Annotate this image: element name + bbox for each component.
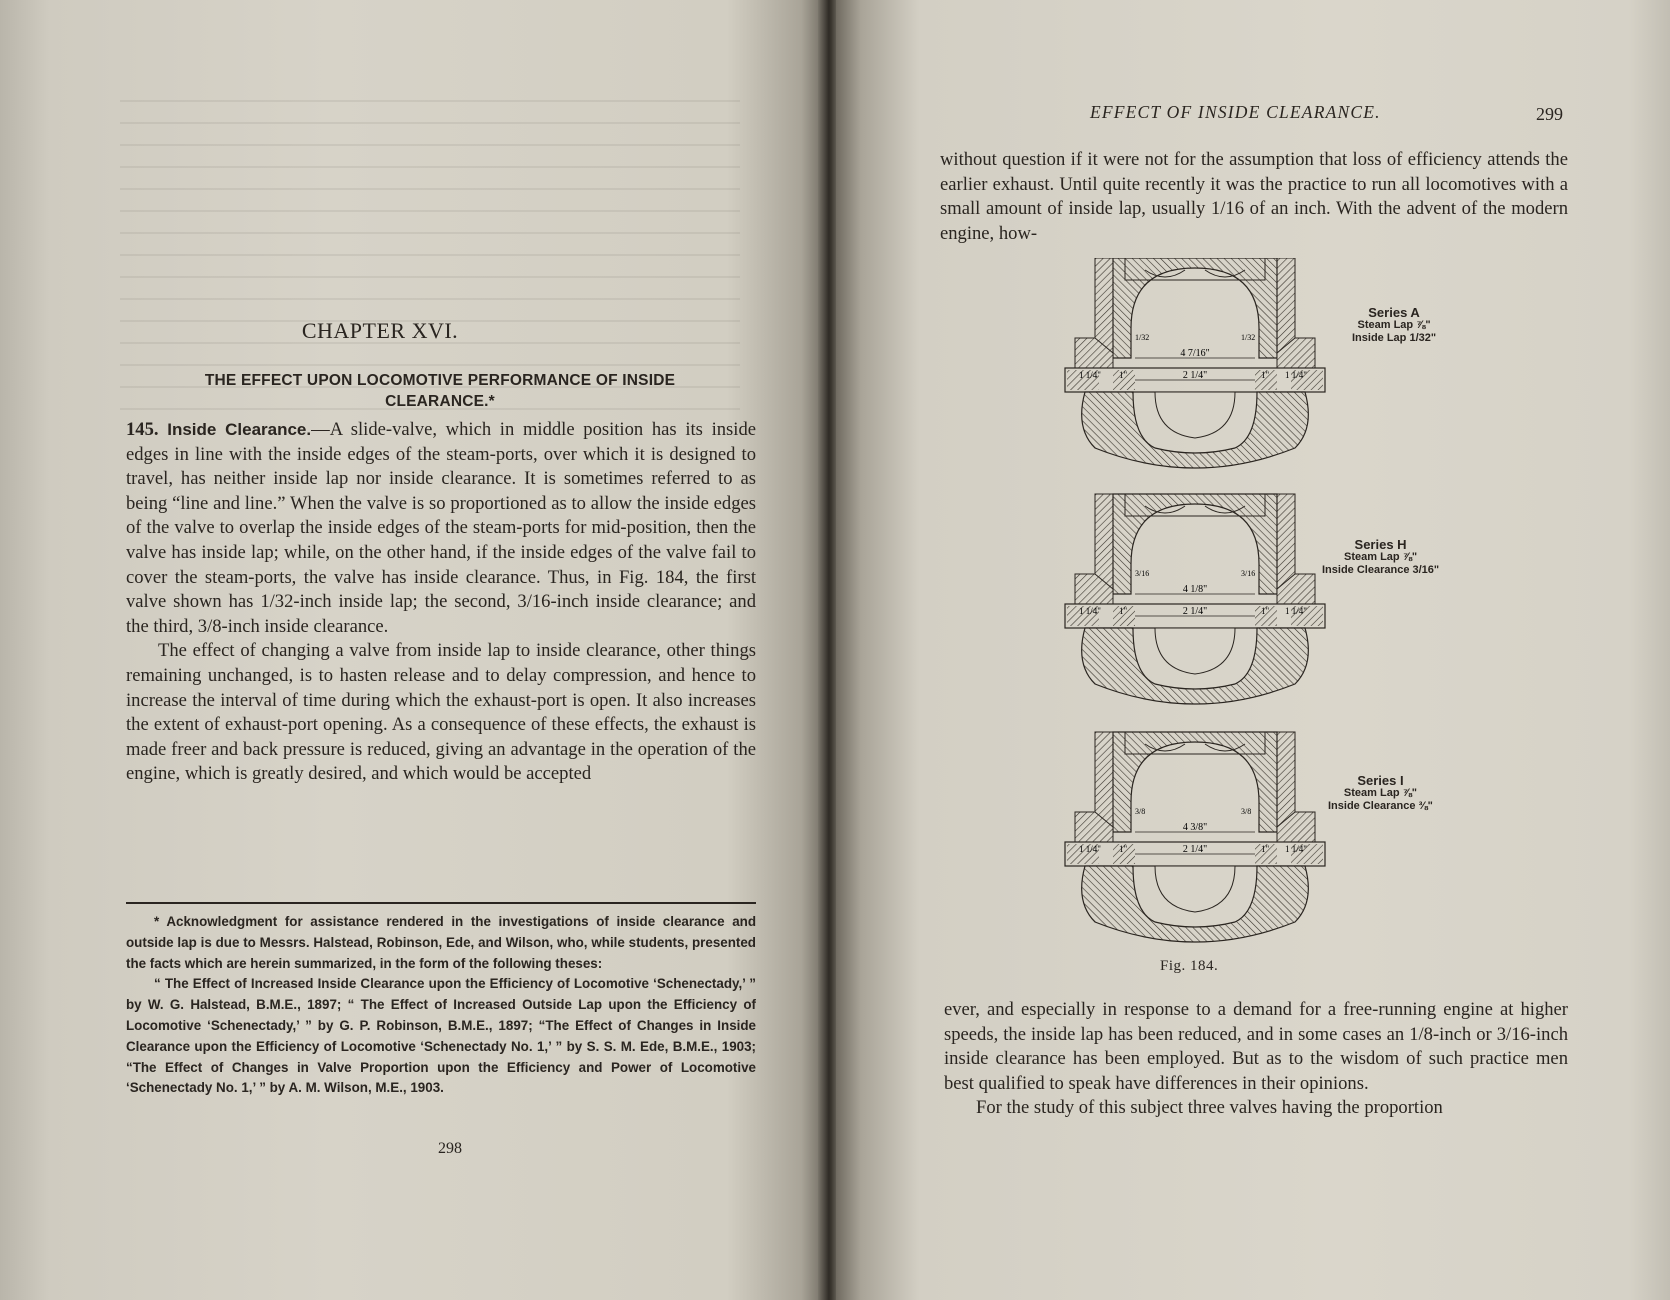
figure-caption: Fig. 184.: [1160, 958, 1219, 974]
paragraph-however: ever, and especially in response to a demand for a free-running engine at higher speeds, the inside lap has been reduced, and in some cases an 1/8-inch or 3/16-inch inside clearance has been employed. But as to the wisdom of such practice men best qualified to speak have differences in their opinions.: [944, 999, 1568, 1094]
dim-i-right-port: 1 1/4": [1285, 844, 1307, 854]
dim-a-right-bridge: 1": [1261, 370, 1270, 380]
dim-h-right-bridge: 1": [1261, 606, 1270, 616]
chapter-heading: CHAPTER XVI.: [301, 318, 459, 343]
series-h-steam-lap: Steam Lap ⅞": [1344, 551, 1418, 563]
section-number: 145.: [126, 419, 159, 440]
page-number-right: 299: [1536, 104, 1563, 124]
dim-i-left-small: 3/8: [1135, 807, 1146, 816]
valve-diagrams: [1045, 258, 1405, 958]
dim-i-left-bridge: 1": [1119, 844, 1128, 854]
dim-h-top: 4 1/8": [1182, 584, 1208, 595]
left-page: [0, 0, 826, 1300]
section-title: Inside Clearance.: [167, 420, 312, 439]
dim-h-left-port: 1 1/4": [1079, 606, 1101, 616]
dim-h-right-port: 1 1/4": [1285, 606, 1307, 616]
dim-h-left-bridge: 1": [1119, 606, 1128, 616]
series-h-label: [1322, 538, 1439, 577]
paragraph-study: For the study of this subject three valves having the proportion: [976, 1097, 1443, 1119]
series-i-steam-lap: Steam Lap ⅞": [1343, 787, 1417, 799]
dim-a-right-port: 1 1/4": [1285, 370, 1307, 380]
series-h-inside: Inside Clearance 3/16": [1322, 564, 1440, 576]
valve-series-h: [1065, 494, 1325, 704]
running-head: EFFECT OF INSIDE CLEARANCE.: [1090, 102, 1381, 122]
paragraph-effect: The effect of changing a valve from inside lap to inside clearance, other things remaining unchanged, is to hasten release and to delay compression, and hence to increase the interval of time during which the exhaust-port is open. It also increases the extent of exhaust-port opening. As a consequence of these effects, the exhaust is made freer and back pressure is reduced, giving an advantage in the operation of the engine, which is greatly desired, and which would be accepted: [126, 640, 756, 785]
series-i-inside: Inside Clearance ⅜": [1328, 800, 1433, 812]
series-a-inside: Inside Lap 1/32": [1352, 332, 1437, 344]
dim-h-left-small: 3/16: [1135, 569, 1150, 578]
footnote-theses: “ The Effect of Increased Inside Clearance upon the Efficiency of Locomotive ‘Schenectady,’ ” by W. G. Halstead, B.M.E., 1897; “ The Effect of Increased Outside Lap upon the Efficiency of Locomotive ‘Schenectady,’ ” by G. P. Robinson, B.M.E., 1897; “The Effect of Changes in Inside Clearance upon the Efficiency of Locomotive ‘Schenectady No. 1,’ ” by S. S. M. Ede, B.M.E., 1903; “The Effect of Changes in Valve Proportion upon the Efficiency and Power of Locomotive ‘Schenectady No. 1,’ ” by A. M. Wilson, M.E., 1903.: [126, 976, 756, 1096]
figure-184: [1045, 258, 1405, 958]
valve-series-i: [1065, 732, 1325, 942]
footnote-acknowledgment: * Acknowledgment for assistance rendered in the investigations of inside clearance and outside lap is due to Messrs. Halstead, Robinson, Ede, and Wilson, who, while students, presented the facts which are herein summarized, in the form of the following theses:: [126, 914, 756, 971]
paragraph-145: [126, 418, 756, 639]
series-i-label: [1328, 774, 1433, 813]
dim-h-bottom: 2 1/4": [1182, 606, 1208, 617]
dim-a-bottom: 2 1/4": [1182, 370, 1208, 381]
dim-i-left-port: 1 1/4": [1079, 844, 1101, 854]
right-body-top: [940, 148, 1568, 246]
series-a-title: Series A: [1368, 305, 1420, 320]
valve-series-a: [1065, 258, 1325, 468]
dim-h-right-small: 3/16: [1241, 569, 1256, 578]
dim-a-left-bridge: 1": [1119, 370, 1128, 380]
dim-a-left-port: 1 1/4": [1079, 370, 1101, 380]
dim-a-right-small: 1/32: [1241, 333, 1256, 342]
footnote-rule: [126, 902, 756, 904]
dim-i-right-small: 3/8: [1241, 807, 1252, 816]
paragraph-continued: without question if it were not for the assumption that loss of efficiency attends the earlier exhaust. Until quite recently it was the practice to run all locomotives with a small amount of inside lap, usually 1/16 of an inch. With the advent of the modern engine, how-: [940, 149, 1568, 244]
series-h-title: Series H: [1354, 537, 1407, 552]
series-i-title: Series I: [1357, 773, 1404, 788]
dim-a-left-small: 1/32: [1135, 333, 1150, 342]
series-a-steam-lap: Steam Lap ⅞": [1357, 319, 1431, 331]
dim-i-top: 4 3/8": [1182, 822, 1208, 833]
dim-a-top: 4 7/16": [1180, 348, 1210, 359]
paragraph-145-text: —A slide-valve, which in middle position has its inside edges in line with the inside edges of the steam-ports, over which it is designed to travel, has neither inside lap nor inside clearance. It is sometimes referred to as being “line and line.” When the valve is so proportioned as to allow the inside edges of the valve to overlap the inside edges of the steam-ports for mid-position, then the valve has inside lap; while, on the other hand, if the inside edges of the valve fail to cover the steam-ports, the valve has inside clearance. Thus, in Fig. 184, the first valve shown has 1/32-inch inside lap; the second, 3/16-inch inside clearance; and the third, 3/8-inch inside clearance.: [126, 419, 756, 637]
right-body-bottom: [944, 998, 1568, 1121]
page-number-left: 298: [438, 1140, 462, 1157]
left-body: [126, 418, 756, 787]
dim-i-bottom: 2 1/4": [1182, 844, 1208, 855]
series-a-label: [1352, 306, 1436, 345]
footnotes: [126, 912, 756, 1099]
dim-i-right-bridge: 1": [1261, 844, 1270, 854]
chapter-subtitle: THE EFFECT UPON LOCOMOTIVE PERFORMANCE OF INSIDE CLEARANCE.*: [204, 372, 676, 410]
